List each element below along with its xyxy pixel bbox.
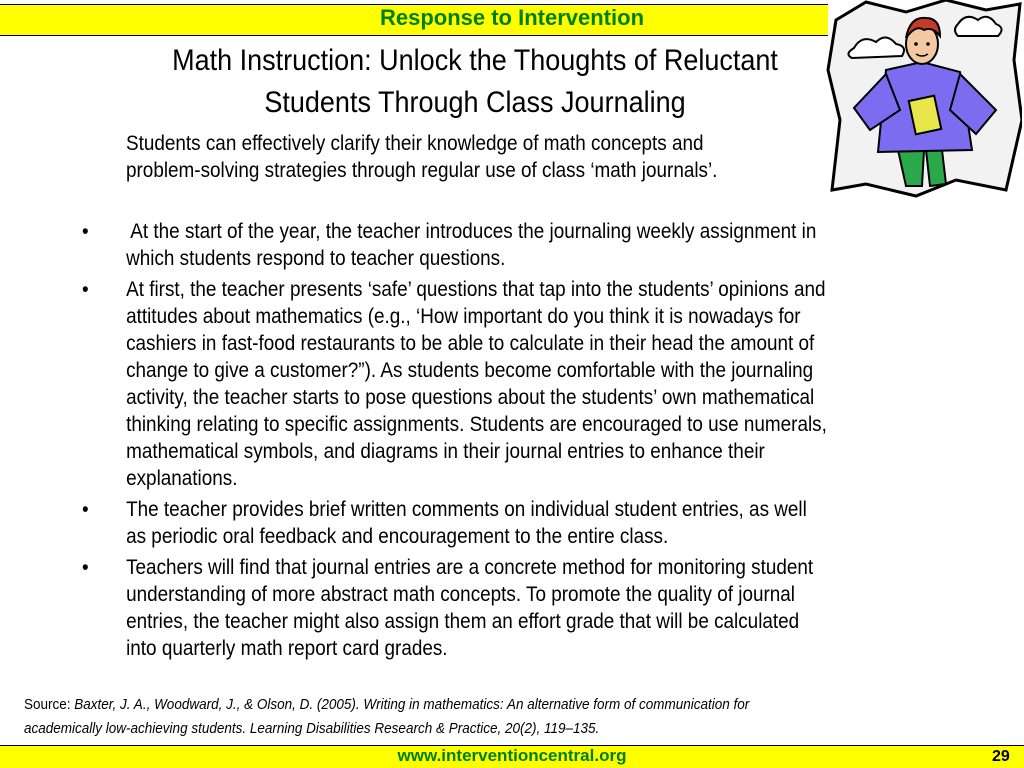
- bullet-icon: •: [82, 220, 89, 243]
- bullet-icon: •: [82, 278, 89, 301]
- intro-line-2: problem-solving strategies through regular use of class ‘math journals’.: [126, 159, 718, 182]
- bullet-text-line: At first, the teacher presents ‘safe’ questions that tap into the students’ opinions and: [126, 278, 826, 301]
- bullet-text-line: Teachers will find that journal entries are a concrete method for monitoring student: [126, 556, 814, 579]
- slide-title-line-2: Students Through Class Journaling: [264, 86, 686, 119]
- source-line-1: [24, 693, 915, 717]
- bullet-icon: •: [82, 556, 89, 579]
- page-number: 29: [992, 748, 1010, 765]
- bullet-text-line: as periodic oral feedback and encouragement to the entire class.: [126, 525, 669, 548]
- bullet-text-line: activity, the teacher starts to pose questions about the students’ own mathematical: [126, 386, 815, 409]
- bullet-text-line: which students respond to teacher questions.: [126, 247, 506, 270]
- bullet-item: [82, 276, 991, 492]
- source-label: Source:: [24, 696, 75, 713]
- bullet-text-line: understanding of more abstract math concepts. To promote the quality of journal: [126, 583, 795, 606]
- bullet-item: [82, 496, 991, 550]
- student-with-book-illustration: [826, 0, 1022, 200]
- bullet-text-line: At the start of the year, the teacher introduces the journaling weekly assignment in: [126, 220, 817, 243]
- bullet-icon: •: [82, 498, 89, 521]
- bullet-text-line: attitudes about mathematics (e.g., ‘How important do you think it is nowadays for: [126, 305, 801, 328]
- source-reference-part-2: academically low-achieving students. Learning Disabilities Research & Practice, 20(2), 119–135.: [24, 720, 600, 737]
- footer-url[interactable]: www.interventioncentral.org: [397, 746, 627, 765]
- bullet-text-line: thinking relating to specific assignments. Students are encouraged to use numerals,: [126, 413, 827, 436]
- bullet-text-line: entries, the teacher might also assign them an effort grade that will be calculated: [126, 610, 800, 633]
- intro-paragraph: [126, 130, 810, 184]
- slide-title: [102, 40, 849, 124]
- bullet-text-line: mathematical symbols, and diagrams in their journal entries to enhance their: [126, 440, 765, 463]
- bullet-item: [82, 218, 991, 272]
- intro-line-1: Students can effectively clarify their knowledge of math concepts and: [126, 132, 704, 155]
- bullet-text-line: cashiers in fast-food restaurants to be able to calculate in their head the amount of: [126, 332, 815, 355]
- bullet-text-line: change to give a customer?”). As students become comfortable with the journaling: [126, 359, 814, 382]
- slide-title-line-1: Math Instruction: Unlock the Thoughts of Reluctant: [172, 44, 778, 77]
- bullet-text-line: into quarterly math report card grades.: [126, 637, 448, 660]
- source-citation: [24, 693, 915, 741]
- source-reference-part-1: Baxter, J. A., Woodward, J., & Olson, D. (2005). Writing in mathematics: An alternative form of communication for: [74, 696, 750, 713]
- source-line-2: [24, 717, 915, 741]
- bullet-item: [82, 554, 991, 662]
- header-title: Response to Intervention: [379, 5, 645, 30]
- bullet-text-line: explanations.: [126, 467, 238, 490]
- bullet-text-line: The teacher provides brief written comments on individual student entries, as well: [126, 498, 807, 521]
- bullet-list: [82, 218, 991, 666]
